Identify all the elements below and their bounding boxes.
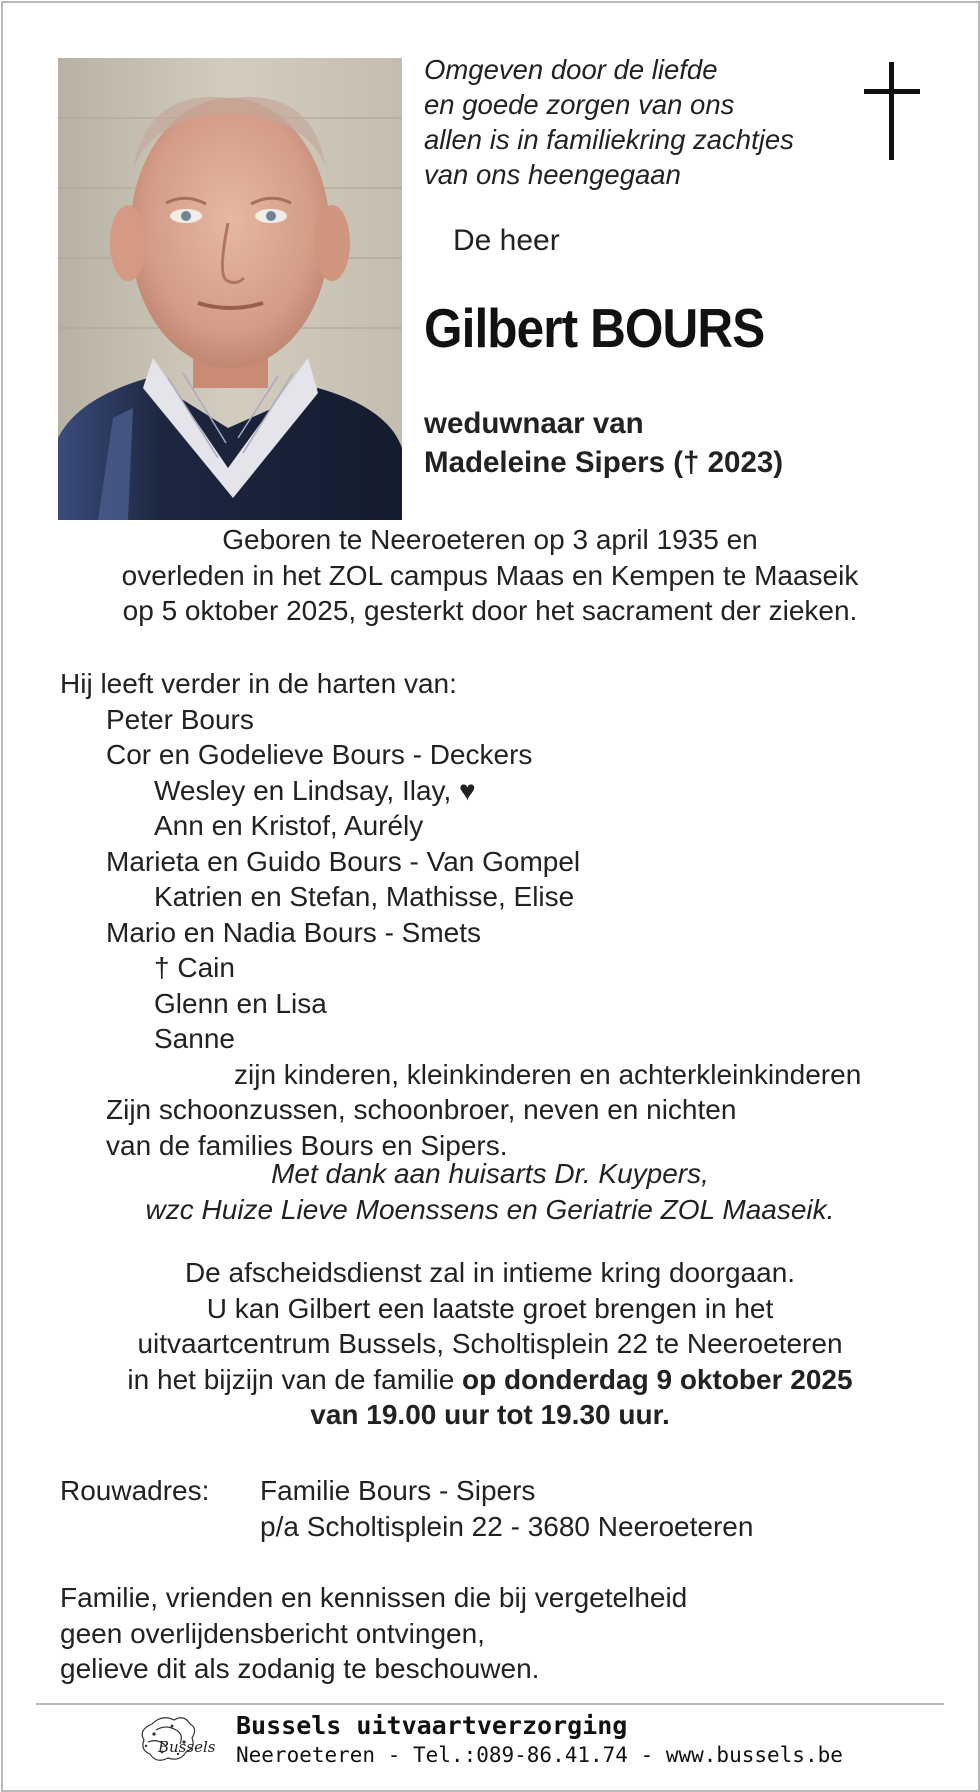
detail-line: Geboren te Neeroeteren op 3 april 1935 en [222,524,758,555]
survivors-intro: Hij leeft verder in de harten van: [60,668,457,699]
intro-text [424,52,794,192]
service-time: van 19.00 uur tot 19.30 uur. [310,1399,670,1430]
address-value [260,1473,753,1544]
logo-text: Bussels [158,1738,216,1756]
salutation: De heer [453,224,560,257]
list-item: † Cain [154,952,235,983]
list-item: Glenn en Lisa [154,987,327,1019]
service-date: op donderdag 9 oktober 2025 [462,1363,853,1395]
service-details [0,1255,980,1433]
service-text: in het bijzijn van de familie [127,1363,463,1395]
list-item: Ann en Kristof, Aurély [154,810,424,841]
intro-line: allen is in familiekring zachtjes [424,124,794,155]
address-label: Rouwadres: [60,1475,210,1506]
deceased-name: Gilbert BOURS [424,297,765,359]
list-item: Marieta en Guido Bours - Van Gompel [106,845,581,877]
thanks-line: Met dank aan huisarts Dr. Kuypers, [271,1158,709,1189]
thanks-line: wzc Huize Lieve Moenssens en Geriatrie ZOL Maaseik. [145,1193,835,1225]
footer [236,1711,843,1769]
intro-line: van ons heengegaan [424,159,681,190]
service-line [0,1397,980,1433]
service-line: De afscheidsdienst zal in intieme kring doorgaan. [184,1257,796,1288]
widower-of [424,404,783,482]
bussels-logo [132,1712,224,1772]
portrait-photo [58,58,402,520]
list-item: van de families Bours en Sipers. [106,1129,508,1161]
company-name: Bussels uitvaartverzorging [236,1711,628,1740]
service-line [0,1362,980,1398]
list-item: Wesley en Lindsay, Ilay, ♥ [154,774,476,806]
spouse-name: Madeleine Sipers († 2023) [424,446,784,479]
list-item: Zijn schoonzussen, schoonbroer, neven en nichten [106,1094,737,1125]
list-item: Mario en Nadia Bours - Smets [106,916,482,948]
intro-line: en goede zorgen van ons [424,89,735,120]
notice-line: Familie, vrienden en kennissen die bij vergetelheid [60,1582,688,1613]
service-line: uitvaartcentrum Bussels, Scholtisplein 22 te Neeroeteren [137,1328,843,1359]
notice-line: gelieve dit als zodanig te beschouwen. [60,1653,540,1684]
birth-death-details [0,522,980,629]
cross-icon [864,62,920,160]
list-item: zijn kinderen, kleinkinderen en achterkleinkinderen [234,1058,862,1090]
notice-line: geen overlijdensbericht ontvingen, [60,1617,485,1649]
intro-line: Omgeven door de liefde [424,54,718,85]
list-item: Katrien en Stefan, Mathisse, Elise [154,881,575,912]
thanks-note [0,1156,980,1227]
service-line: U kan Gilbert een laatste groet brengen in het [206,1292,774,1324]
detail-line: overleden in het ZOL campus Maas en Kempen te Maaseik [121,559,859,591]
detail-line: op 5 oktober 2025, gesterkt door het sacrament der zieken. [122,595,858,626]
address-line: p/a Scholtisplein 22 - 3680 Neeroeteren [260,1510,754,1542]
notice-text [60,1580,687,1687]
company-contact: Neeroeteren - Tel.:089-86.41.74 - www.bussels.be [236,1743,843,1767]
list-item: Peter Bours [106,703,254,735]
survivors-list [60,666,861,1163]
list-item: Cor en Godelieve Bours - Deckers [106,739,533,770]
widower-line: weduwnaar van [424,407,644,440]
footer-divider [36,1703,944,1705]
list-item: Sanne [154,1023,235,1054]
address-line: Familie Bours - Sipers [260,1475,536,1506]
